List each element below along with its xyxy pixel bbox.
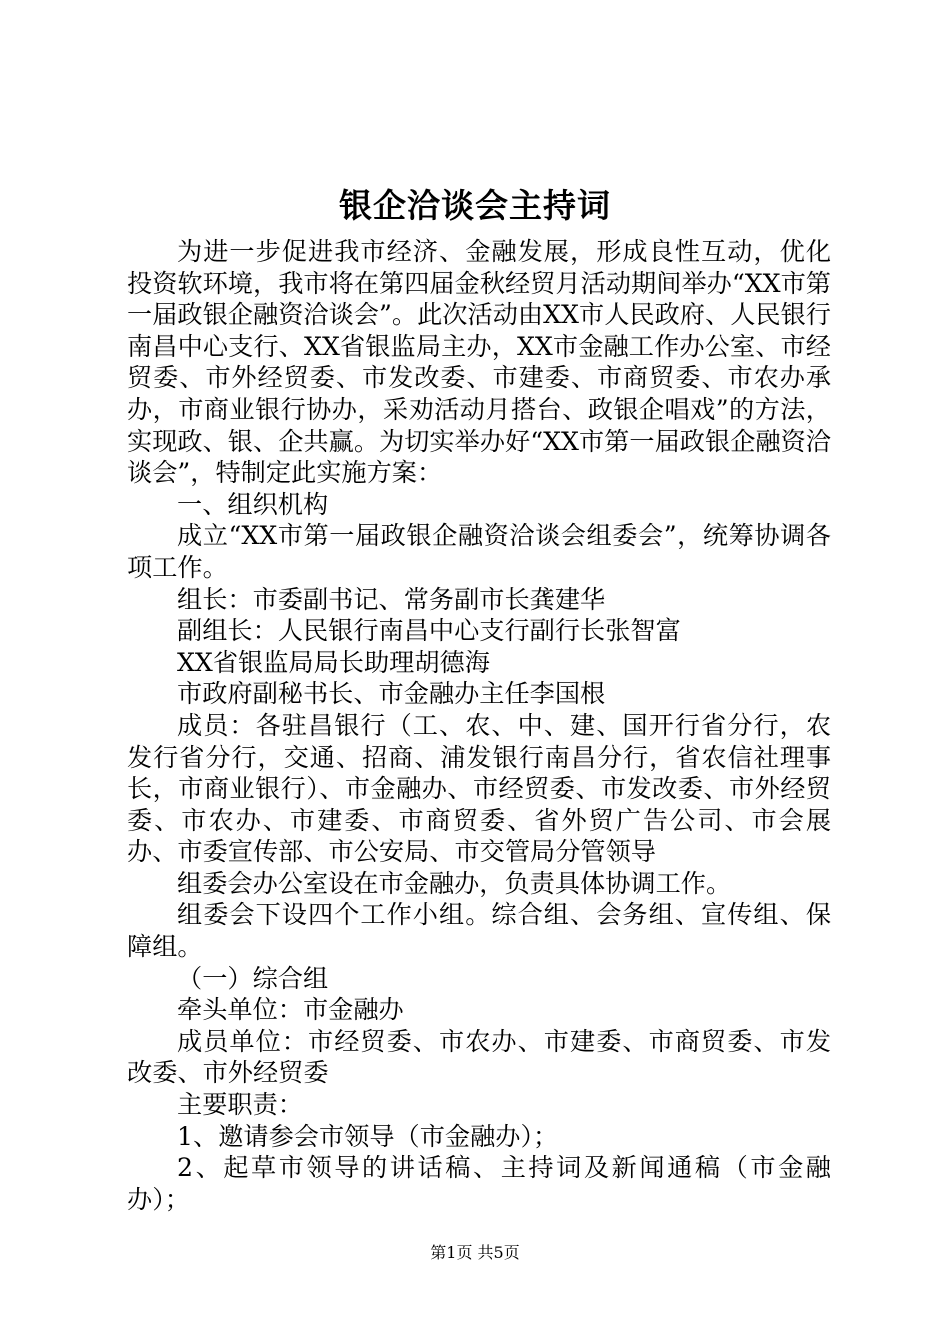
paragraph-member-units: 成员单位：市经贸委、市农办、市建委、市商贸委、市发改委、市外经贸委 [127, 1026, 831, 1088]
list-item-duty-2: 2、起草市领导的讲话稿、主持词及新闻通稿（市金融办）； [127, 1153, 831, 1214]
paragraph-committee: 成立“XX市第一届政银企融资洽谈会组委会”，统筹协调各项工作。 [127, 521, 831, 582]
subsection-heading-general-group: （一）综合组 [177, 963, 329, 993]
list-item-duty-1: 1、邀请参会市领导（市金融办）； [177, 1121, 559, 1151]
section-heading-organization: 一、组织机构 [177, 489, 329, 519]
paragraph-office: 组委会办公室设在市金融办，负责具体协调工作。 [177, 868, 732, 898]
paragraph-groups: 组委会下设四个工作小组。综合组、会务组、宣传组、保障组。 [127, 900, 831, 962]
paragraph-lead-unit: 牵头单位：市金融办 [177, 995, 404, 1025]
paragraph-intro: 为进一步促进我市经济、金融发展，形成良性互动，优化投资软环境，我市将在第四届金秋经贸月活动期间举办“XX市第一届政银企融资洽谈会”。此次活动由XX市人民政府、人民银行南昌中心支行、XX省银监局主办，XX市金融工作办公室、市经贸委、市外经贸委、市发改委、市建委、市商贸委、市农办承办，市商业银行协办，采劝活动月搭台、政银企唱戏”的方法，实现政、银、企共赢。为切实举办好“XX市第一届政银企融资洽谈会”，特制定此实施方案： [127, 237, 831, 488]
page-number-footer: 第1页 共5页 [430, 1243, 520, 1262]
paragraph-members: 成员：各驻昌银行（工、农、中、建、国开行省分行，农发行省分行，交通、招商、浦发银行南昌分行，省农信社理事长，市商业银行）、市金融办、市经贸委、市发改委、市外经贸委、市农办、市建委、市商贸委、省外贸广告公司、市会展办、市委宣传部、市公安局、市交管局分管领导 [127, 710, 831, 867]
paragraph-deputy-leader: 副组长：人民银行南昌中心支行副行长张智富 [177, 616, 681, 646]
document-title: 银企洽谈会主持词 [339, 186, 611, 225]
paragraph-deputy-leader-2: XX省银监局局长助理胡德海 [177, 647, 490, 677]
paragraph-duties-heading: 主要职责： [177, 1090, 303, 1120]
paragraph-leader: 组长：市委副书记、常务副市长龚建华 [177, 584, 606, 614]
paragraph-deputy-leader-3: 市政府副秘书长、市金融办主任李国根 [177, 679, 606, 709]
document-body [127, 236, 831, 1215]
